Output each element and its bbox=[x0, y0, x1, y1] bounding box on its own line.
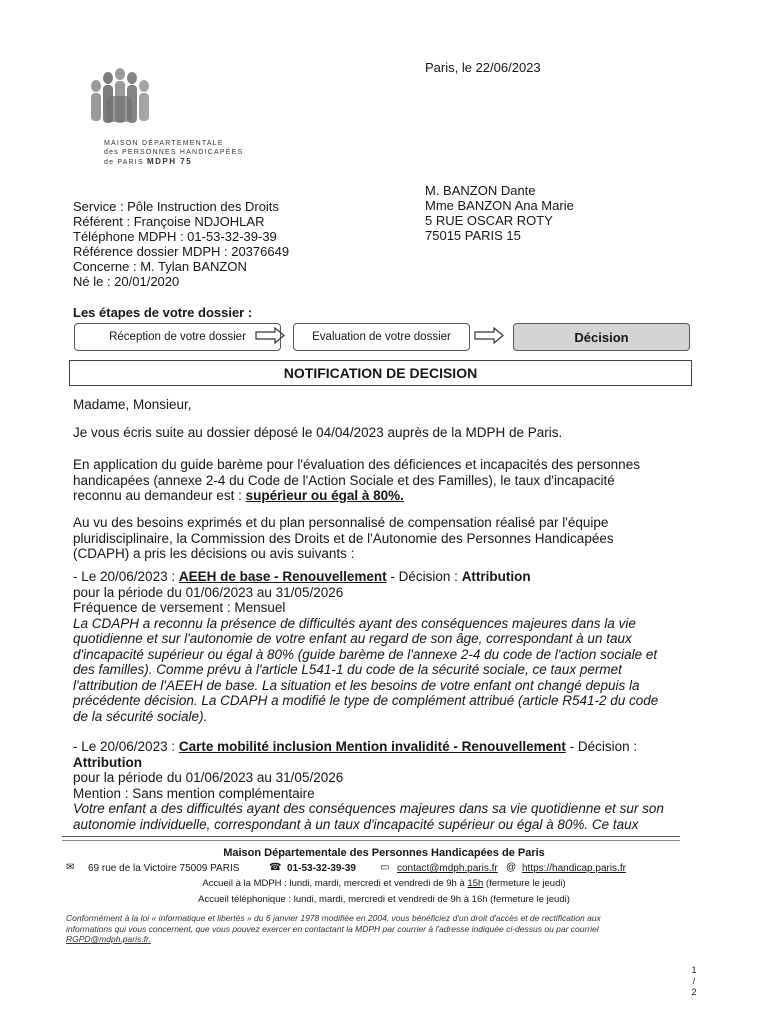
recipient-line: 75015 PARIS 15 bbox=[425, 228, 521, 243]
salutation: Madame, Monsieur, bbox=[73, 397, 192, 412]
sender-info bbox=[73, 199, 289, 289]
rate-line-2: handicapées (annexe 2-4 du Code de l'Action Sociale et des Familles), le taux d'incapacité bbox=[73, 472, 615, 488]
arrow-right-icon bbox=[255, 327, 285, 344]
referent-line: Référent : Françoise NDJOHLAR bbox=[73, 214, 265, 229]
decision-result: Attribution bbox=[461, 569, 531, 584]
decision-label: - Décision : bbox=[565, 739, 638, 754]
footer-hours bbox=[0, 878, 768, 889]
page-current: 1 bbox=[691, 965, 697, 975]
concerne-line: Concerne : M. Tylan BANZON bbox=[73, 259, 247, 274]
cdaph-line-3: (CDAPH) a pris les décisions ou avis suivants : bbox=[73, 546, 355, 561]
hours-text-end: (fermeture le jeudi) bbox=[483, 878, 566, 889]
at-icon: @ bbox=[506, 862, 517, 873]
phone-icon: ☎ bbox=[269, 862, 282, 873]
birth-date-line: Né le : 20/01/2020 bbox=[73, 274, 180, 289]
page-total: 2 bbox=[691, 987, 697, 997]
recipient-address bbox=[425, 183, 574, 243]
decision-aeeh bbox=[73, 569, 713, 724]
cdaph-line-2: pluridisciplinaire, la Commission des Droits et de l'Autonomie des Personnes Handicapées bbox=[73, 530, 614, 546]
logo-brand: MDPH 75 bbox=[146, 157, 193, 166]
footer-email[interactable]: contact@mdph.paris.fr bbox=[397, 863, 498, 874]
footer-contacts bbox=[66, 862, 706, 876]
decision-period: pour la période du 01/06/2023 au 31/05/2026 bbox=[73, 584, 344, 600]
rate-line-1: En application du guide barème pour l'évaluation des déficiences et incapacités des personnes bbox=[73, 457, 640, 472]
rate-line-3 bbox=[73, 488, 713, 504]
rate-paragraph bbox=[73, 457, 713, 504]
decision-text-line: d'incapacité supérieur ou égal à 80% (guide barème de l'annexe 2-4 du code de l'action sociale et bbox=[73, 646, 658, 662]
intro-paragraph: Je vous écris suite au dossier déposé le 04/04/2023 auprès de la MDPH de Paris. bbox=[73, 425, 563, 440]
decision-header bbox=[73, 739, 713, 755]
dossier-ref-line: Référence dossier MDPH : 20376649 bbox=[73, 244, 290, 259]
decision-text bbox=[73, 801, 713, 832]
logo-line-3 bbox=[104, 157, 192, 167]
decision-text-line: des familles). Comme prévu à l'article L541-1 du code de la sécurité sociale, ce taux permet bbox=[73, 662, 622, 677]
footer-divider bbox=[62, 836, 680, 837]
footer-org: Maison Départementale des Personnes Handicapées de Paris bbox=[223, 847, 545, 859]
decision-text-line: précédente décision. La CDAPH a modifié le type de complément attribué (article R541-2 du code bbox=[73, 693, 659, 708]
rate-line-3-text: reconnu au demandeur est : bbox=[73, 488, 246, 503]
footer-phone: 01-53-32-39-39 bbox=[287, 863, 356, 874]
footer-divider bbox=[62, 840, 680, 841]
decision-date: - Le 20/06/2023 : bbox=[73, 739, 179, 754]
decision-frequency: Fréquence de versement : Mensuel bbox=[73, 600, 286, 615]
arrow-right-icon bbox=[474, 327, 504, 344]
decision-label: - Décision : bbox=[386, 569, 462, 584]
cdaph-line-1: Au vu des besoins exprimés et du plan personnalisé de compensation réalisé par l'équipe bbox=[73, 515, 609, 530]
decision-header bbox=[73, 569, 713, 585]
decision-name: Carte mobilité inclusion Mention invalidité - Renouvellement bbox=[178, 739, 566, 754]
notification-title: NOTIFICATION DE DECISION bbox=[69, 360, 692, 386]
steps-title: Les étapes de votre dossier : bbox=[73, 305, 253, 320]
decision-text-line: Votre enfant a des difficultés ayant des conséquences majeures dans sa vie quotidienne et sur son bbox=[73, 801, 664, 816]
computer-icon: ▭ bbox=[380, 862, 390, 873]
footer-phone-hours: Accueil téléphonique : lundi, mardi, mercredi et vendredi de 9h à 16h (fermeture le jeudi) bbox=[198, 894, 570, 905]
footer-address: 69 rue de la Victoire 75009 PARIS bbox=[88, 863, 240, 874]
logo-line-2: des PERSONNES HANDICAPÉES bbox=[104, 149, 244, 156]
incapacity-rate: supérieur ou égal à 80%. bbox=[245, 488, 404, 503]
logo-line-3-prefix: de PARIS bbox=[104, 159, 144, 166]
place-date: Paris, le 22/06/2023 bbox=[425, 60, 541, 75]
service-line: Service : Pôle Instruction des Droits bbox=[73, 199, 279, 214]
logo-line-1: MAISON DÉPARTEMENTALE bbox=[104, 140, 224, 147]
hours-text: Accueil à la MDPH : lundi, mardi, mercredi et vendredi de 9h à bbox=[202, 878, 468, 889]
legal-line: Conformément à la loi « informatique et libertés » du 6 janvier 1978 modifiée en 2004, vous bénéficiez d'un droit d'accès et de rectification aux bbox=[66, 913, 601, 923]
step-evaluation: Evaluation de votre dossier bbox=[293, 323, 470, 351]
envelope-icon: ✉ bbox=[66, 862, 75, 873]
decision-text-line: autonomie individuelle, correspondant à un taux d'incapacité supérieur ou égal à 80%. Ce taux bbox=[73, 816, 639, 832]
cdaph-paragraph bbox=[73, 515, 713, 562]
step-decision: Décision bbox=[513, 323, 690, 351]
decision-mention: Mention : Sans mention complémentaire bbox=[73, 785, 315, 801]
recipient-line: Mme BANZON Ana Marie bbox=[425, 198, 574, 213]
decision-result: Attribution bbox=[73, 754, 142, 770]
page-separator: / bbox=[692, 976, 696, 986]
decision-date: - Le 20/06/2023 : bbox=[73, 569, 179, 584]
decision-text-line: l'attribution de l'AEEH de base. La situation et les besoins de votre enfant ont changé depuis la bbox=[73, 677, 640, 693]
decision-name: AEEH de base - Renouvellement bbox=[178, 569, 387, 584]
legal-line: informations qui vous concernent, que vous pouvez exercer en contactant la MDPH par courrier à l'adresse indiquée ci-dessus ou par courriel bbox=[66, 923, 599, 934]
legal-notice bbox=[66, 913, 706, 945]
legal-email[interactable]: RGPD@mdph.paris.fr. bbox=[66, 934, 151, 944]
step-reception: Réception de votre dossier bbox=[74, 323, 281, 351]
decision-text-line: de la sécurité sociale). bbox=[73, 708, 208, 724]
recipient-line: 5 RUE OSCAR ROTY bbox=[425, 213, 553, 228]
recipient-line: M. BANZON Dante bbox=[425, 183, 536, 198]
decision-text-line: La CDAPH a reconnu la présence de difficultés ayant des conséquences majeures dans la vie bbox=[73, 615, 636, 631]
page-number bbox=[688, 965, 700, 998]
people-logo-icon bbox=[86, 66, 156, 134]
mdph-logo bbox=[86, 66, 246, 172]
decision-cmi bbox=[73, 739, 713, 832]
decision-period: pour la période du 01/06/2023 au 31/05/2026 bbox=[73, 770, 344, 785]
footer-website[interactable]: https://handicap.paris.fr bbox=[522, 863, 626, 874]
phone-line: Téléphone MDPH : 01-53-32-39-39 bbox=[73, 229, 277, 244]
hours-closing: 15h bbox=[467, 878, 484, 889]
decision-text bbox=[73, 616, 713, 725]
decision-text-line: quotidienne et sur l'autonomie de votre enfant au regard de son âge, correspondant à un taux bbox=[73, 631, 632, 646]
